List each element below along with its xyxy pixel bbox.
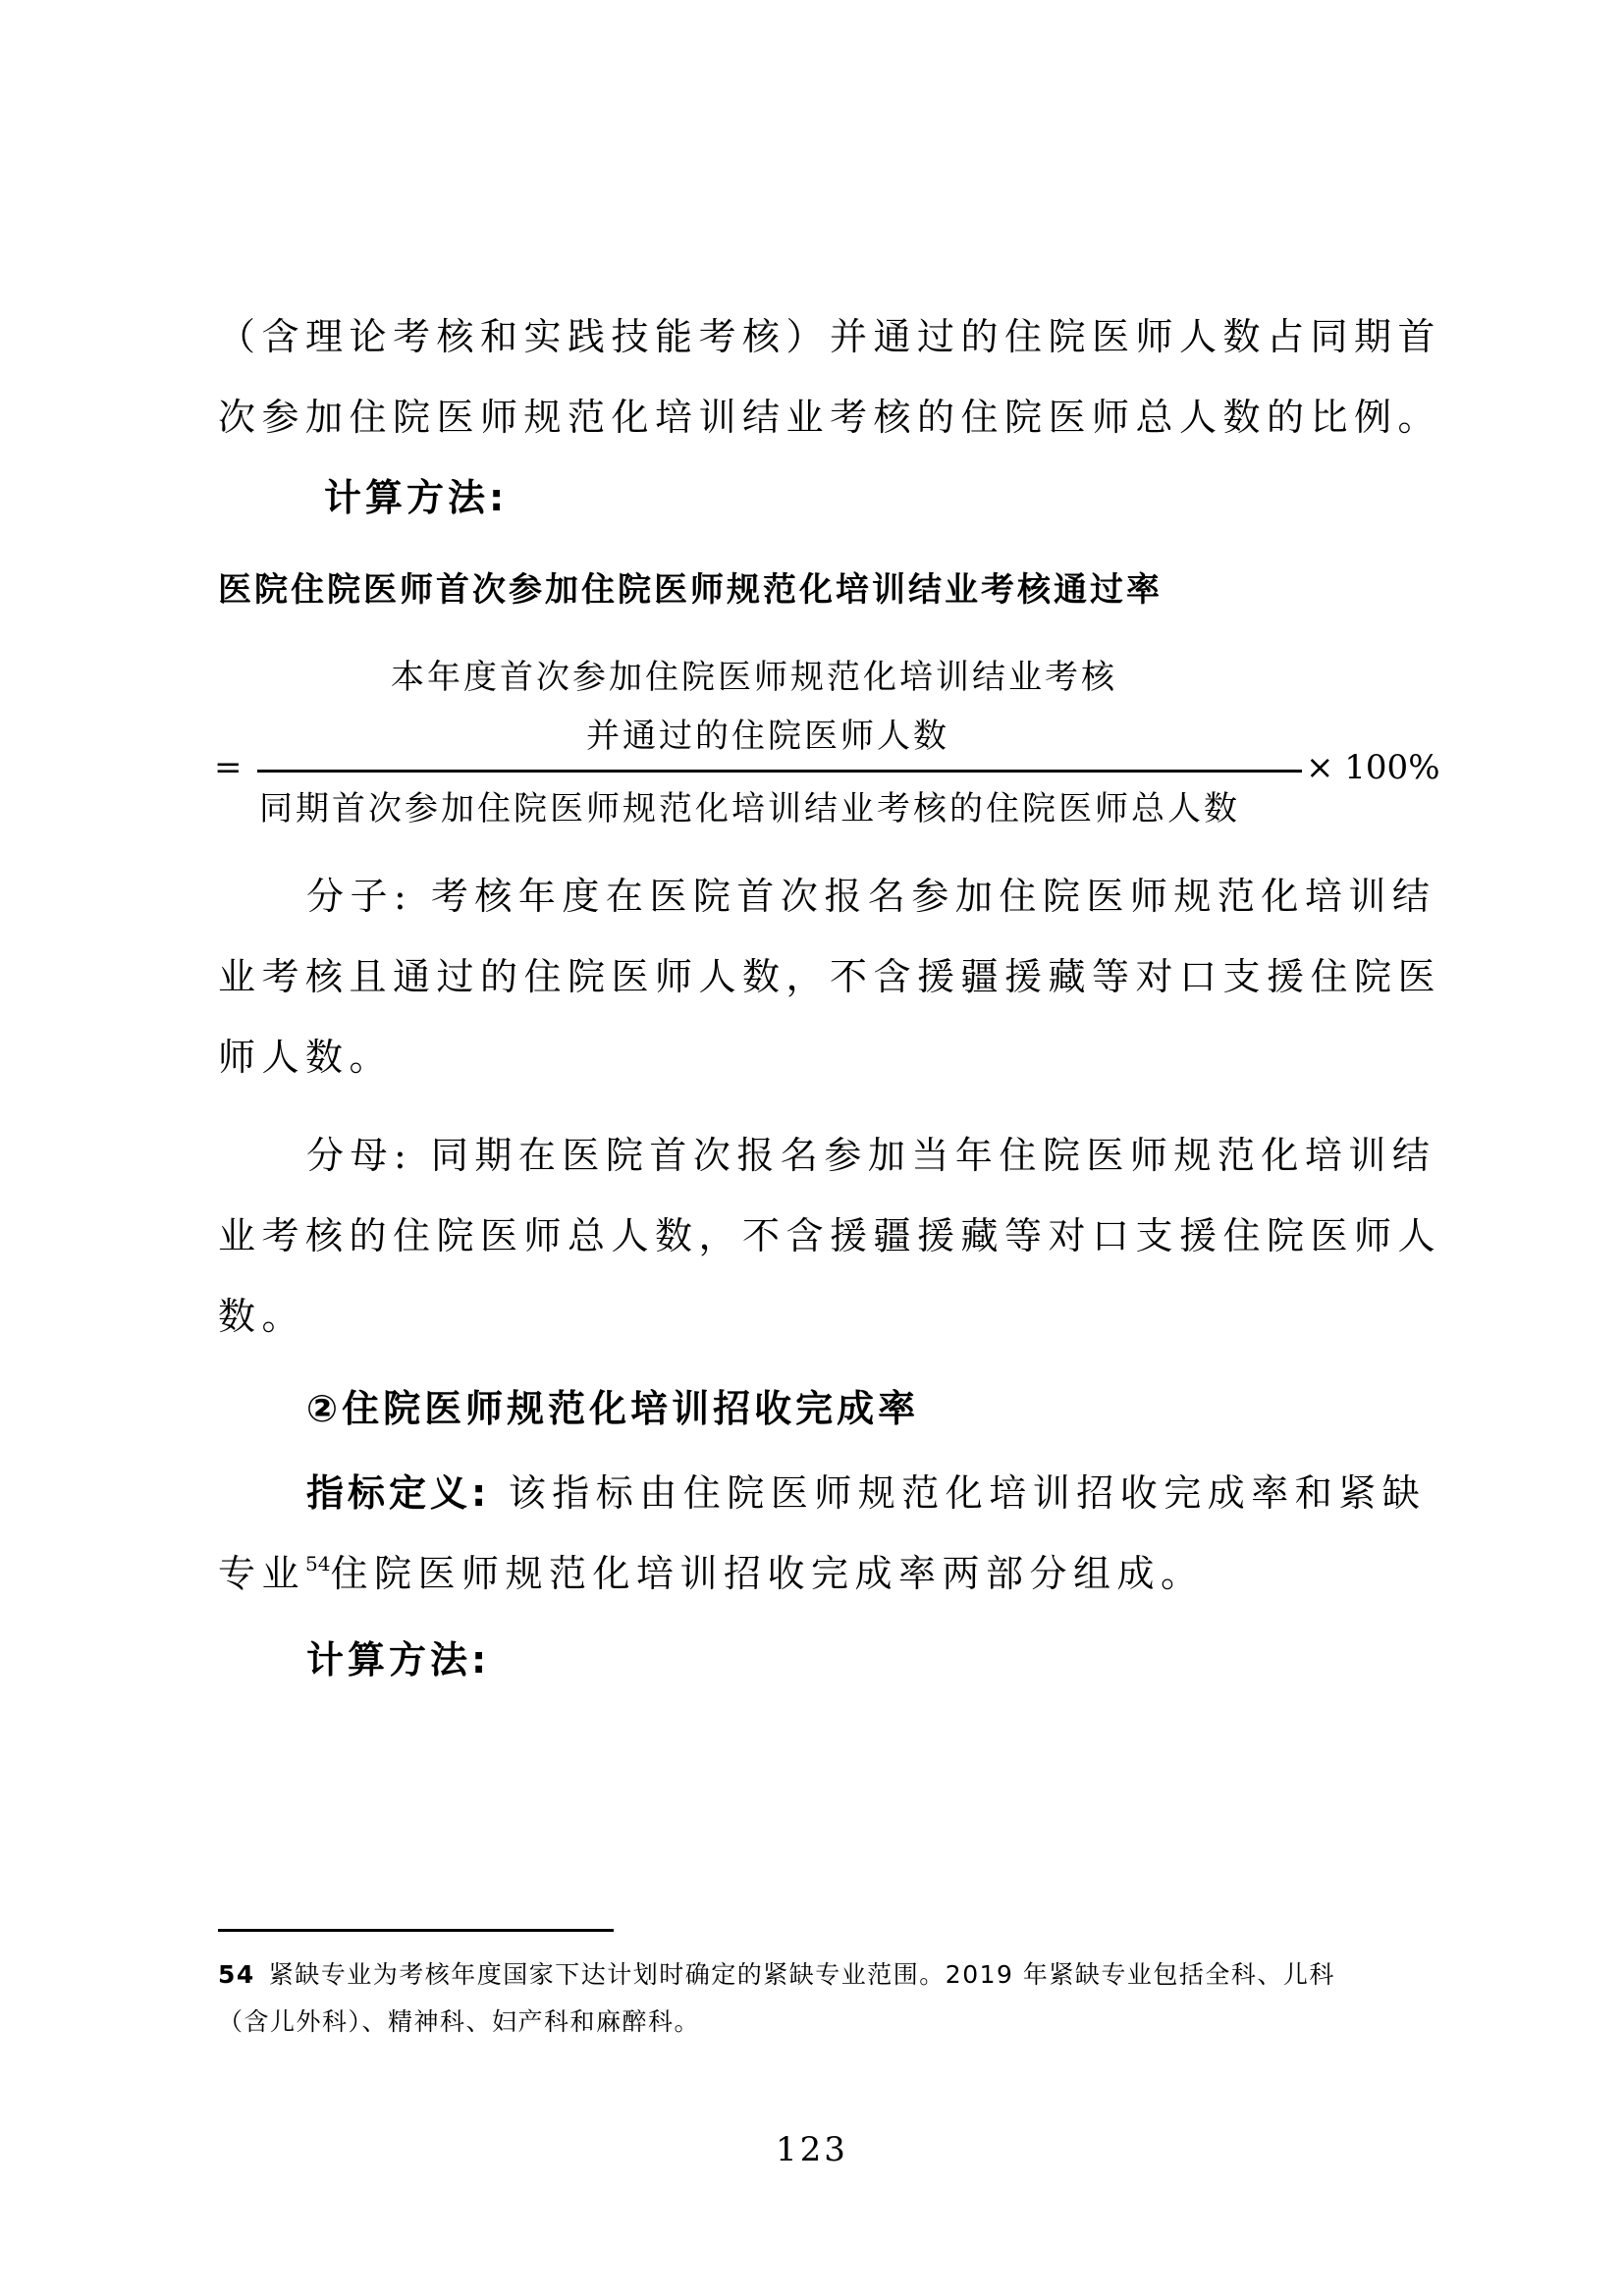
denominator-def-line-3: 数。 (218, 1295, 306, 1338)
numerator-def-line-2: 业考核且通过的住院医师人数，不含援疆援藏等对口支援住院医 (218, 955, 1442, 998)
calc-heading-1: 计算方法: (324, 476, 509, 519)
indicator-definition-line-2 (218, 1543, 1204, 1597)
footnote-ref-54[interactable]: 54 (305, 1552, 331, 1575)
indicator-text-2a: 专业 (218, 1552, 306, 1595)
indicator-text-2b: 住院医师规范化培训招收完成率两部分组成。 (330, 1552, 1205, 1595)
indicator-label: 指标定义: (306, 1471, 491, 1515)
footnote-separator (218, 1929, 614, 1932)
formula-equals: = (214, 748, 245, 787)
denominator-def-line-1: 分母: 同期在医院首次报名参加当年住院医师规范化培训结 (306, 1134, 1436, 1177)
footnote-line-2: （含儿外科）、精神科、妇产科和麻醉科。 (218, 2007, 701, 2036)
formula-numerator-line-1: 本年度首次参加住院医师规范化培训结业考核 (391, 658, 1117, 697)
calc-heading-2: 计算方法: (306, 1638, 491, 1682)
page-number: 123 (776, 2130, 848, 2169)
footnote-number: 54 (218, 1960, 255, 1989)
numerator-def-line-3: 师人数。 (218, 1036, 394, 1079)
body-line-2: 次参加住院医师规范化培训结业考核的住院医师总人数的比例。 (218, 396, 1442, 439)
denominator-def-line-2: 业考核的住院医师总人数，不含援疆援藏等对口支援住院医师人 (218, 1214, 1442, 1257)
footnote-line-1 (218, 1955, 1335, 1991)
formula-denominator: 同期首次参加住院医师规范化培训结业考核的住院医师总人数 (259, 789, 1240, 828)
numerator-def-line-1: 分子: 考核年度在医院首次报名参加住院医师规范化培训结 (306, 875, 1436, 918)
fraction-bar (257, 770, 1302, 773)
indicator-definition-line-1 (306, 1463, 1426, 1517)
formula-title: 医院住院医师首次参加住院医师规范化培训结业考核通过率 (218, 570, 1163, 610)
formula-times-percent: × 100% (1306, 748, 1440, 787)
body-line-1: （含理论考核和实践技能考核）并通过的住院医师人数占同期首 (218, 315, 1442, 358)
footnote-text-1: 紧缺专业为考核年度国家下达计划时确定的紧缺专业范围。2019 年紧缺专业包括全科、儿科 (268, 1960, 1335, 1989)
indicator-text-1: 该指标由住院医师规范化培训招收完成率和紧缺 (490, 1471, 1427, 1515)
formula-numerator-line-2: 并通过的住院医师人数 (586, 717, 949, 756)
section-heading: ②住院医师规范化培训招收完成率 (306, 1387, 920, 1430)
